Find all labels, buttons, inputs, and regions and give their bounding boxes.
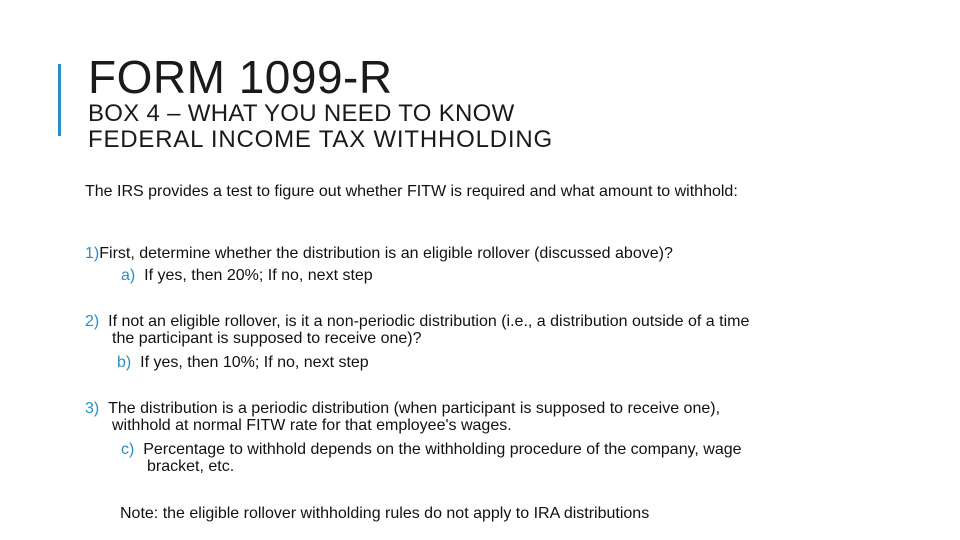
- step-1-sub-text: If yes, then 20%; If no, next step: [144, 267, 373, 284]
- step-2-text-line2: the participant is supposed to receive one)?: [112, 330, 422, 347]
- step-1-sub-label: a): [121, 267, 136, 284]
- step-2-sub-text: If yes, then 10%; If no, next step: [140, 354, 369, 371]
- step-1-text: First, determine whether the distribution is an eligible rollover (discussed above)?: [99, 245, 673, 262]
- step-3-sub: [121, 441, 742, 459]
- page-subtitle-secondary: FEDERAL INCOME TAX WITHHOLDING: [88, 126, 553, 153]
- intro-text: The IRS provides a test to figure out whether FITW is required and what amount to withhold:: [85, 183, 738, 200]
- step-2-number: 2): [85, 313, 100, 330]
- step-2-text-line1: If not an eligible rollover, is it a non-periodic distribution (i.e., a distribution outside of a time: [108, 313, 750, 330]
- page-title: FORM 1099-R: [88, 51, 393, 103]
- step-3-sub-text-line1: Percentage to withhold depends on the withholding procedure of the company, wage: [143, 441, 742, 458]
- step-3-sub-label: c): [121, 441, 135, 458]
- step-2: [85, 313, 749, 331]
- step-1-number: 1): [85, 245, 100, 262]
- title-block: [88, 52, 553, 153]
- step-1: [85, 245, 673, 263]
- title-accent-bar: [58, 64, 61, 136]
- step-3-text-line2: withhold at normal FITW rate for that employee's wages.: [112, 417, 512, 434]
- page-subtitle: BOX 4 – WHAT YOU NEED TO KNOW: [88, 100, 515, 127]
- note-text: Note: the eligible rollover withholding rules do not apply to IRA distributions: [120, 505, 650, 522]
- step-3-text-line1: The distribution is a periodic distribution (when participant is supposed to receive one),: [108, 400, 721, 417]
- step-3-sub-text-line2: bracket, etc.: [147, 458, 235, 475]
- step-1-sub: [121, 267, 373, 285]
- step-3-number: 3): [85, 400, 100, 417]
- step-3: [85, 400, 720, 418]
- step-2-sub-label: b): [117, 354, 132, 371]
- step-2-sub: [117, 354, 369, 372]
